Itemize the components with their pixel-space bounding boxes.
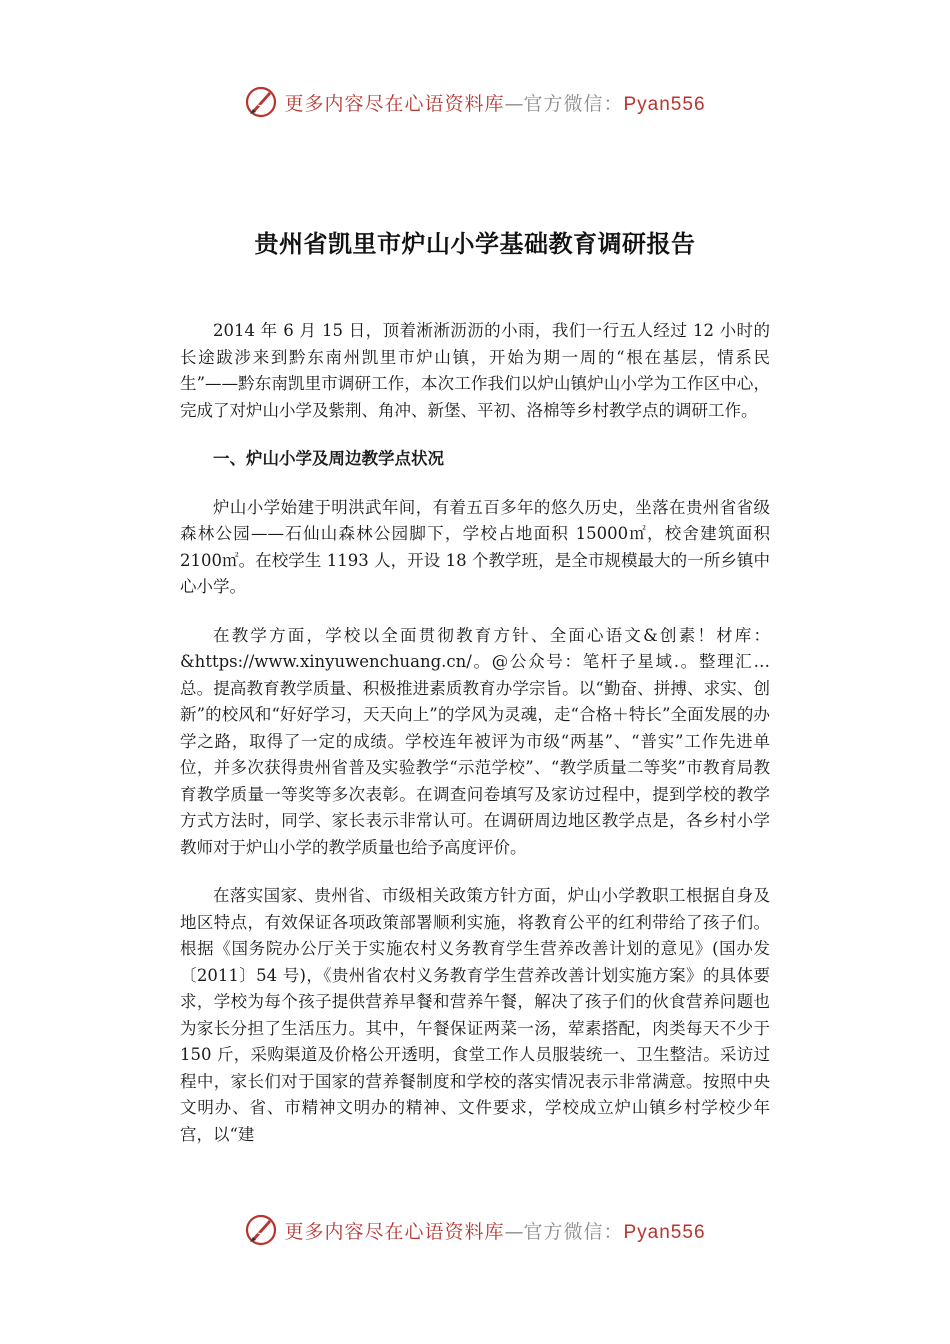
body-paragraph: 炉山小学始建于明洪武年间，有着五百多年的悠久历史，坐落在贵州省省级森林公园——石仙山森林公园脚下，学校占地面积 15000㎡，校舍建筑面积 2100㎡。在校学生 1193 人，开设 18 个教学班，是全市规模最大的一所乡镇中心小学。 [180,497,770,596]
document-title: 贵州省凯里市炉山小学基础教育调研报告 [254,230,696,258]
banner-wechat-id: Pyan556 [623,1221,706,1243]
quill-pen-logo-icon [244,1213,278,1247]
body-paragraph: 在教学方面，学校以全面贯彻教育方针、全面心语文&创素！材库：&https://www.xinyuwenchuang.cn/。@公众号：笔杆子星域.。整理汇…总。提高教育教学质量、积极推进素质教育办学宗旨。以“勤奋、拼搏、求实、创新”的校风和“好好学习，天天向上”的学风为灵魂，走“合格＋特长”全面发展的办学之路，取得了一定的成绩。学校连年被评为市级“两基”、“普实”工作先进单位，并多次获得贵州省普及实验教学“示范学校”、“教学质量二等奖”市教育局教育教学质量一等奖等多次表彰。在调查问卷填写及家访过程中，提到学校的教学方式方法时，同学、家长表示非常认可。在调研周边地区教学点是，各乡村小学教师对于炉山小学的教学质量也给予高度评价。 [180,625,770,857]
banner-text [284,89,705,116]
body-paragraph: 在落实国家、贵州省、市级相关政策方针方面，炉山小学教职工根据自身及地区特点，有效保证各项政策部署顺利实施，将教育公平的红利带给了孩子们。根据《国务院办公厅关于实施农村义务教育学生营养改善计划的意见》(国办发〔2011〕54 号)，《贵州省农村义务教育学生营养改善计划实施方案》的具体要求，学校为每个孩子提供营养早餐和营养午餐，解决了孩子们的伙食营养问题也为家长分担了生活压力。其中，午餐保证两菜一汤，荤素搭配，肉类每天不少于 150 斤，采购渠道及价格公开透明，食堂工作人员服装统一、卫生整洁。采访过程中，家长们对于国家的营养餐制度和学校的落实情况表示非常满意。按照中央文明办、省、市精神文明办的精神、文件要求，学校成立炉山镇乡村学校少年宫，以“建 [180,886,770,1144]
document-body [180,318,770,1148]
banner-wechat-id: Pyan556 [623,93,706,115]
banner-text [284,1217,705,1244]
header-watermark-banner [0,82,950,122]
footer-watermark-banner [0,1210,950,1250]
banner-wechat-label: 官方微信： [523,1220,624,1243]
banner-main-text: 更多内容尽在心语资料库 [284,92,505,115]
banner-main-text: 更多内容尽在心语资料库 [284,1220,505,1243]
banner-separator: — [504,1220,524,1243]
quill-pen-logo-icon [244,85,278,119]
banner-wechat-label: 官方微信： [523,92,624,115]
body-paragraph: 2014 年 6 月 15 日，顶着淅淅沥沥的小雨，我们一行五人经过 12 小时的长途跋涉来到黔东南州凯里市炉山镇，开始为期一周的“根在基层，情系民生”——黔东南凯里市调研工作，本次工作我们以炉山镇炉山小学为工作区中心，完成了对炉山小学及紫荆、角冲、新堡、平初、洛棉等乡村教学点的调研工作。 [180,321,770,420]
banner-separator: — [504,92,524,115]
section-heading: 一、炉山小学及周边教学点状况 [213,449,444,468]
